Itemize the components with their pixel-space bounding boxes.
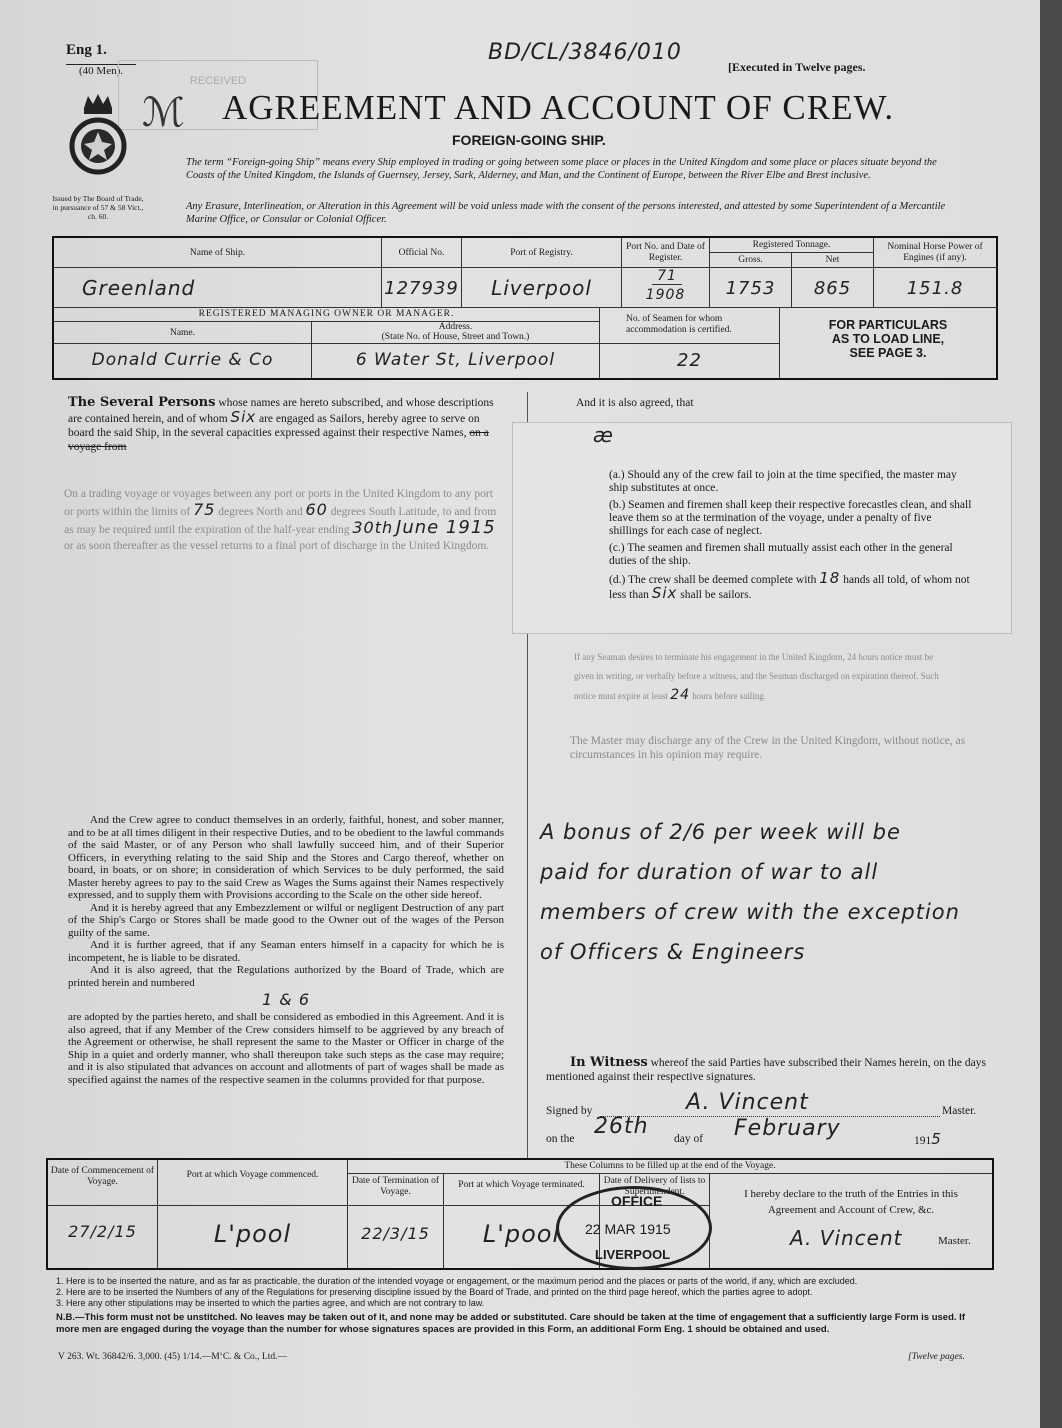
- signed-year-prefix: 191: [914, 1135, 932, 1147]
- owner-name-value: Donald Currie & Co: [91, 350, 274, 370]
- document-title: AGREEMENT AND ACCOUNT OF CREW.: [222, 88, 895, 127]
- agreement-paragraph-3: And it is further agreed, that if any Seaman enters himself in a capacity for which he is incompetent, he is liable to be disrated.: [68, 939, 504, 964]
- declaration-text: I hereby declare to the truth of the Entries in this Agreement and Account of Crew, &c.: [744, 1188, 958, 1216]
- ship-particulars-table: [52, 236, 998, 380]
- end-of-voyage-note: These Columns to be filled up at the end of the Voyage.: [564, 1161, 776, 1171]
- also-agreed: And it is also agreed, that: [576, 397, 694, 409]
- agreement-paragraph-1: And the Crew agree to conduct themselves in an orderly, faithful, honest, and sober manner, and to be at all times diligent in their respective Duties, and to be obedient to the lawful commands of the said Master, or of any Person who shall lawfully succeed him, and of their Superior Officers, in everything relating to the said Ship and the Stores and Cargo thereof, whether on board, in boats, or on shore; in consideration of which Services to be duly performed, the said Master hereby agrees to pay to the said Crew as Wages the Sums against their Names respectively expressed, and to supply them with Provisions according to the Scale on the other side hereof.: [68, 814, 504, 901]
- received-stamp-text: RECEIVED: [189, 75, 247, 87]
- tonnage-header: [710, 238, 874, 253]
- persons-text-1: whose names are hereto subscribed, and whose descriptions are contained herein, and of whom: [68, 397, 494, 425]
- termination-cell: [348, 1206, 444, 1268]
- stamp-date: 22 MAR 1915: [585, 1221, 671, 1237]
- agreement-paragraph-5: are adopted by the parties hereto, and shall be considered as embodied in this Agreement. And it is also agreed, that if any Member of the Crew considers himself to be aggrieved by any breach of the Agreement or otherwise, he shall represent the same to the Master or Officer in charge of the Ship in a quiet and orderly manner, who shall thereupon take such steps as the case may require; and it is also stipulated that advances on account and allotments of part of wages shall be made as specified against the names of the respective seamen in the columns provided for that purpose.: [68, 1011, 504, 1086]
- notice-text-2: hours before sailing.: [692, 691, 767, 701]
- gross-label: Gross.: [738, 255, 763, 265]
- clause-d-count: 18: [819, 569, 841, 587]
- voyage-text: On a trading voyage or voyages between any port or ports in the United Kingdom to any port or ports within the limits of: [64, 488, 493, 518]
- hp-cell: [874, 268, 996, 308]
- port-terminated-label: Port at which Voyage terminated.: [458, 1180, 585, 1190]
- persons-heading: The Several Persons: [68, 395, 216, 410]
- termination-header: [348, 1174, 444, 1206]
- gross-header: [710, 253, 792, 268]
- port-cell: [462, 268, 622, 308]
- form-capacity: (40 Men).: [66, 64, 136, 77]
- port-commenced-cell: [158, 1206, 348, 1268]
- seamen-label: No. of Seamen for whom accommodation is certified.: [626, 314, 732, 335]
- voyage-text-4: or as soon thereafter as the vessel returns to a final port of discharge in the United Kingdom.: [64, 540, 490, 552]
- commencement-header: [48, 1160, 158, 1206]
- voyage-description: [64, 486, 504, 554]
- footnote-2: 2. Here are to be inserted the Numbers of any of the Regulations for preserving discipline issued by the Board of Trade, and printed on the third page hereof, which the parties agree to adopt.: [56, 1287, 813, 1297]
- port-no-cell: [622, 268, 710, 308]
- discharge-clause: The Master may discharge any of the Crew in the United Kingdom, without notice, as circumstances in his opinion may require.: [570, 735, 966, 761]
- port-commenced-value: L'pool: [213, 1220, 292, 1248]
- bonus-line-1: A bonus of 2/6 per week will be: [540, 820, 901, 844]
- owner-name-header: [54, 322, 312, 344]
- day-of-label: day of: [674, 1133, 704, 1145]
- signed-day: 26th: [594, 1114, 649, 1139]
- notice-clause: [574, 648, 944, 706]
- delivery-label: Date of Delivery of lists to Superintendent.: [603, 1176, 706, 1197]
- notice-hours: 24: [670, 687, 691, 703]
- regulations-numbered: 1 & 6: [261, 990, 310, 1009]
- net-label: Net: [825, 255, 840, 265]
- port-terminated-value: L'pool: [482, 1220, 561, 1248]
- erasure-note: Any Erasure, Interlineation, or Alteration in this Agreement will be void unless made with the consent of the persons interested, and attested by some Superintendent of a Mercantile Marine Office, or Consular or Colonial Officer.: [186, 201, 946, 225]
- end-date: June 1915: [396, 517, 496, 538]
- load-line-note: FOR PARTICULARS AS TO LOAD LINE, SEE PAGE 3.: [828, 318, 948, 360]
- signed-by-label: Signed by: [546, 1105, 593, 1117]
- page-edge-shadow: [1040, 0, 1062, 1428]
- address-label: Address.: [438, 322, 473, 332]
- stamp-bottom-text: LIVERPOOL: [595, 1247, 671, 1262]
- struck-voyage: on a voyage from: [68, 427, 489, 453]
- owner-name-label: Name.: [169, 328, 196, 338]
- tonnage-label: Registered Tonnage.: [752, 240, 831, 250]
- hp-value: 151.8: [906, 278, 964, 299]
- address-cell: [312, 344, 600, 378]
- port-no-label: Port No. and Date of Register.: [626, 242, 705, 263]
- ship-name-value: Greenland: [82, 276, 196, 300]
- net-header: [792, 253, 874, 268]
- executed-note: [Executed in Twelve pages.: [728, 60, 866, 74]
- nb-notice: N.B.—This form must not be unstitched. No leaves may be taken out of it, and none may be added or substituted. Care should be taken at the time of engagement that a sufficiently large Form is used. If more men are engaged during the voyage than the number for whose signatures spaces are provided in this Form, an additional Form Eng. 1 should be obtained and used.: [56, 1312, 965, 1335]
- port-no-header: [622, 238, 710, 268]
- owner-heading-cell: [54, 308, 600, 322]
- address-header: [312, 322, 600, 344]
- persons-paragraph: [68, 396, 504, 454]
- seamen-header: [600, 308, 780, 344]
- commencement-cell: [48, 1206, 158, 1268]
- agreement-paragraph-2: And it is hereby agreed that any Embezzlement or wilful or negligent Destruction of any part of the Ship's Cargo or Stores shall be made good to the Owner out of the wages of the Person guilty of the same.: [68, 901, 504, 939]
- archive-reference: BD/CL/3846/010: [488, 40, 682, 65]
- seamen-cell: [600, 344, 780, 378]
- port-value: Liverpool: [491, 276, 592, 300]
- limit-south: 60: [305, 500, 328, 519]
- commencement-value: 27/2/15: [68, 1222, 137, 1241]
- declaration-cell: [710, 1174, 992, 1268]
- on-the-label: on the: [546, 1133, 575, 1145]
- ship-name-header: [54, 238, 382, 268]
- signed-year: [914, 1132, 942, 1148]
- signed-month: February: [734, 1116, 841, 1141]
- official-no-header: [382, 238, 462, 268]
- clauses-list: [609, 469, 973, 602]
- witness-text: whereof the said Parties have subscribed their Names herein, on the days mentioned against their respective signatures.: [546, 1057, 986, 1083]
- definition-text: The term “Foreign-going Ship” means every Ship employed in trading or going between some place or places in the United Kingdom and some place or places situate beyond the Coasts of the United Kingdom, the Islands of Guernsey, Jersey, Sark, Alderney, and Man, and the Continent of Europe, between the River Elbe and Brest inclusive.: [186, 157, 937, 181]
- official-no-cell: [382, 268, 462, 308]
- official-no-value: 127939: [384, 278, 459, 299]
- witness-paragraph: [546, 1056, 986, 1084]
- voyage-text-3: degrees South Latitude, to and from as may be required until the expiration of the half-year ending: [64, 506, 497, 536]
- declaration-master-label: Master.: [938, 1235, 971, 1247]
- master-signature: A. Vincent: [686, 1090, 809, 1115]
- commencement-label: Date of Commencement of Voyage.: [50, 1166, 155, 1187]
- load-line-cell: [780, 308, 996, 378]
- owner-name-cell: [54, 344, 312, 378]
- port-header: [462, 238, 622, 268]
- footnote-3: 3. Here any other stipulations may be inserted to which the parties agree, and which are not contrary to law.: [56, 1298, 485, 1308]
- bonus-line-3: members of crew with the exception: [540, 900, 960, 924]
- footnotes: [56, 1276, 996, 1309]
- master-label: Master.: [942, 1105, 977, 1117]
- persons-count: Six: [230, 408, 257, 426]
- clause-d-text-2: hands all told, of whom not less than: [609, 574, 970, 601]
- port-label: Port of Registry.: [510, 248, 573, 258]
- official-no-label: Official No.: [398, 248, 445, 258]
- ship-name-label: Name of Ship.: [189, 248, 246, 258]
- liverpool-office-stamp: [556, 1186, 712, 1270]
- page-count-note: [Twelve pages.: [908, 1352, 965, 1362]
- end-of-voyage-note-cell: [348, 1160, 992, 1174]
- notice-text: If any Seaman desires to terminate his engagement in the United Kingdom, 24 hours notice must be given in writing, or verbally before a witness, and the Seaman discharged on expiration thereof. Such notice must expire at least: [574, 652, 939, 701]
- port-no-value: 71: [652, 268, 682, 285]
- handwritten-bonus-clause: [540, 812, 1020, 972]
- hp-header: [874, 238, 996, 268]
- clause-d: [609, 569, 973, 602]
- pasted-clauses-slip: [512, 422, 1012, 634]
- end-day: 30th: [352, 518, 394, 537]
- net-value: 865: [813, 278, 852, 299]
- voyage-table: [46, 1158, 994, 1270]
- clause-b: (b.) Seamen and firemen shall keep their respective forecastles clean, and shall leave them so at the termination of the voyage, under a penalty of five shillings for each case of neglect.: [609, 499, 972, 537]
- clause-d-sailors: Six: [651, 584, 678, 602]
- issued-by: Issued by The Board of Trade, in pursuance of 57 & 58 Vict., ch. 60.: [52, 194, 144, 221]
- royal-crest-icon: [62, 90, 134, 182]
- footnote-1: 1. Here is to be inserted the nature, and as far as practicable, the duration of the intended voyage or engagement, or the maximum period and the places or parts of the world, if any, which are excluded.: [56, 1276, 858, 1286]
- printer-imprint: V 263. Wt. 36842/6. 3,000. (45) 1/14.—M‘C. & Co., Ltd.—: [58, 1352, 287, 1362]
- limit-north: 75: [193, 500, 216, 519]
- address-note: (State No. of House, Street and Town.): [381, 332, 530, 342]
- ship-name-cell: [54, 268, 382, 308]
- agreement-paragraph-4: And it is also agreed, that the Regulations authorized by the Board of Trade, which are printed herein and numbered: [68, 964, 504, 989]
- net-cell: [792, 268, 874, 308]
- signed-year-digit: 5: [931, 1130, 942, 1148]
- gross-value: 1753: [725, 278, 776, 299]
- voyage-text-2: degrees North and: [218, 506, 303, 518]
- witness-heading: In Witness: [570, 1055, 648, 1070]
- clause-mark: æ: [593, 423, 614, 447]
- stamp-top-text: OFFICE: [611, 1193, 663, 1209]
- seamen-value: 22: [677, 350, 702, 371]
- handwritten-initial: ℳ: [142, 90, 186, 136]
- termination-value: 22/3/15: [361, 1224, 430, 1243]
- clause-c: (c.) The seamen and firemen shall mutually assist each other in the general duties of the ship.: [609, 542, 953, 567]
- hp-label: Nominal Horse Power of Engines (if any).: [887, 242, 983, 263]
- clause-d-text-1: (d.) The crew shall be deemed complete with: [609, 574, 817, 586]
- persons-text-2: are engaged as Sailors, hereby agree to serve on board the said Ship, in the several capacities expressed against their respective Names,: [68, 413, 480, 439]
- form-number: Eng 1.: [66, 42, 107, 58]
- gross-cell: [710, 268, 792, 308]
- bonus-line-2: paid for duration of war to all: [540, 860, 879, 884]
- declaration-signature: A. Vincent: [790, 1226, 903, 1250]
- clause-a: (a.) Should any of the crew fail to join at the time specified, the master may ship substitutes at once.: [609, 469, 957, 494]
- owner-heading: REGISTERED MANAGING OWNER OR MANAGER.: [198, 309, 455, 319]
- termination-label: Date of Termination of Voyage.: [351, 1176, 439, 1197]
- clause-d-text-3: shall be sailors.: [680, 589, 752, 601]
- reg-year-value: 1908: [645, 287, 686, 303]
- address-value: 6 Water St, Liverpool: [355, 350, 556, 370]
- port-commenced-label: Port at which Voyage commenced.: [186, 1170, 319, 1180]
- bonus-line-4: of Officers & Engineers: [540, 940, 806, 964]
- crew-agreement-text: [68, 814, 504, 1086]
- port-commenced-header: [158, 1160, 348, 1206]
- document-subtitle: FOREIGN-GOING SHIP.: [452, 132, 606, 148]
